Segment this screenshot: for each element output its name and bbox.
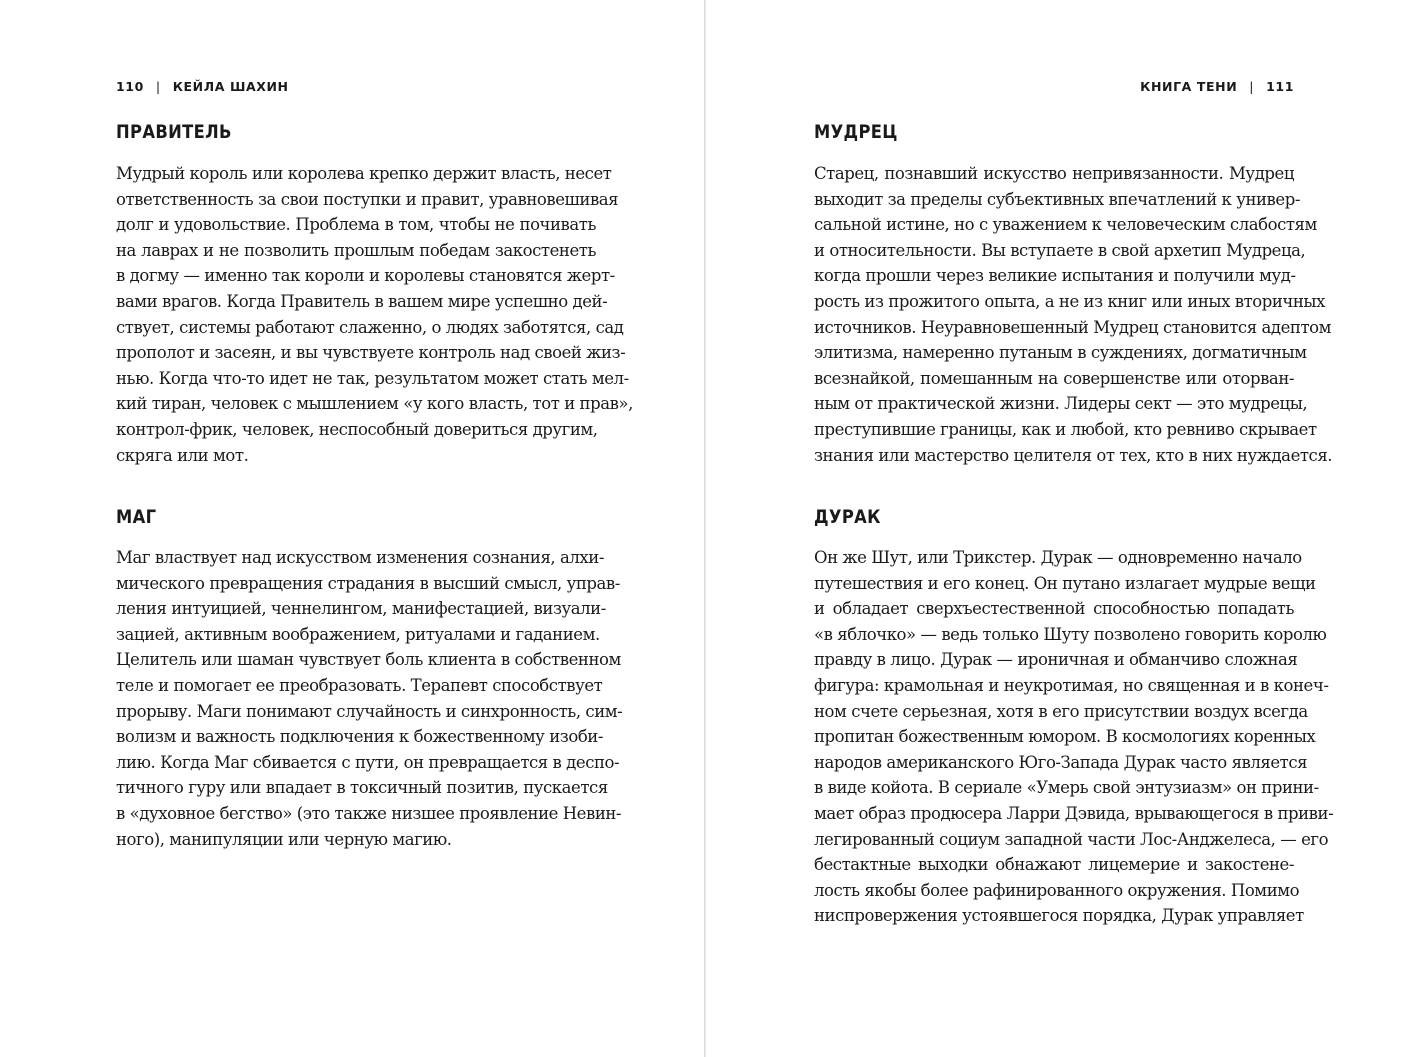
- text-line: лию. Когда Маг сбивается с пути, он превращается в деспо-: [116, 752, 620, 772]
- text-line: легированный социум западной части Лос-Анджелеса, — его: [814, 829, 1329, 849]
- text-line: преступившие границы, как и любой, кто ревниво скрывает: [814, 419, 1317, 439]
- text-line: и относительности. Вы вступаете в свой архетип Мудреца,: [814, 240, 1306, 260]
- text-line: рость из прожитого опыта, а не из книг или иных вторичных: [814, 291, 1325, 311]
- right-running-head: [814, 78, 1294, 96]
- right-page: [814, 0, 1334, 1057]
- text-line: зацией, активным воображением, ритуалами и гаданием.: [116, 624, 600, 644]
- text-line: нью. Когда что-то идет не так, результатом может стать мел-: [116, 368, 629, 388]
- text-line: прополот и засеян, и вы чувствуете контроль над своей жиз-: [116, 343, 626, 363]
- text-line: долг и удовольствие. Проблема в том, чтобы не почивать: [116, 215, 596, 235]
- section-title-sage: МУДРЕЦ: [814, 121, 898, 143]
- text-line: мает образ продюсера Ларри Дэвида, врывающегося в приви-: [814, 803, 1334, 823]
- right-page-number: 111: [1266, 79, 1294, 94]
- right-running-head-separator: |: [1249, 79, 1255, 94]
- section-body-sage: [814, 161, 1333, 468]
- text-line: выходит за пределы субъективных впечатлений к универ-: [814, 189, 1300, 209]
- text-line: правду в лицо. Дурак — ироничная и обманчиво сложная: [814, 650, 1298, 670]
- text-line: вами врагов. Когда Правитель в вашем мире успешно дей-: [116, 291, 608, 311]
- section-title-magician: МАГ: [116, 506, 157, 528]
- text-line: Мудрый король или королева крепко держит власть, несет: [116, 164, 612, 183]
- left-running-head-separator: |: [155, 79, 161, 94]
- text-line: в виде койота. В сериале «Умерь свой энтузиазм» он прини-: [814, 778, 1319, 798]
- text-line: Целитель или шаман чувствует боль клиента в собственном: [116, 650, 621, 670]
- section-title-ruler: ПРАВИТЕЛЬ: [116, 121, 232, 143]
- text-line: прорыву. Маги понимают случайность и синхронность, сим-: [116, 701, 623, 721]
- text-line: лость якобы более рафинированного окружения. Помимо: [814, 880, 1300, 900]
- text-line: ответственность за свои поступки и правит, уравновешивая: [116, 189, 619, 209]
- text-line: тичного гуру или впадает в токсичный позитив, пускается: [116, 778, 608, 798]
- text-line: Он же Шут, или Трикстер. Дурак — одновременно начало: [814, 548, 1302, 567]
- section-title-fool: ДУРАК: [814, 506, 881, 528]
- text-line: теле и помогает ее преобразовать. Терапевт способствует: [116, 675, 603, 695]
- text-line: народов американского Юго-Запада Дурак часто является: [814, 752, 1308, 772]
- text-line: ного), манипуляции или черную магию.: [116, 829, 452, 849]
- text-line: ствует, системы работают слаженно, о людях заботятся, сад: [116, 317, 624, 337]
- text-line: сальной истине, но с уважением к человеческим слабостям: [814, 215, 1317, 235]
- left-page: [116, 0, 633, 1057]
- text-line: на лаврах и не позволить прошлым победам закостенеть: [116, 240, 596, 260]
- text-line: элитизма, намеренно путаным в суждениях, догматичным: [814, 343, 1307, 363]
- book-gutter: [704, 0, 706, 1057]
- text-line: в «духовное бегство» (это также низшее проявление Невин-: [116, 803, 622, 823]
- text-line: Маг властвует над искусством изменения сознания, алхи-: [116, 548, 604, 567]
- text-line: знания или мастерство целителя от тех, кто в них нуждается.: [814, 445, 1333, 465]
- book-title: КНИГА ТЕНИ: [1140, 79, 1238, 94]
- text-line: и обладает сверхъестественной способностью попадать: [814, 599, 1294, 619]
- text-line: ниспровержения устоявшегося порядка, Дурак управляет: [814, 906, 1304, 926]
- text-line: мического превращения страдания в высший смысл, управ-: [116, 573, 620, 593]
- text-line: всезнайкой, помешанным на совершенстве или оторван-: [814, 368, 1294, 388]
- text-line: бестактные выходки обнажают лицемерие и закостене-: [814, 855, 1294, 875]
- text-line: «в яблочко» — ведь только Шуту позволено говорить королю: [814, 624, 1327, 644]
- text-line: ления интуицией, ченнелингом, манифестацией, визуали-: [116, 599, 606, 619]
- text-line: источников. Неуравновешенный Мудрец становится адептом: [814, 317, 1331, 337]
- text-line: в догму — именно так короли и королевы становятся жерт-: [116, 266, 615, 286]
- section-body-fool: [814, 545, 1334, 929]
- text-line: ном счете серьезная, хотя в его присутствии воздух всегда: [814, 701, 1308, 721]
- section-body-magician: [116, 545, 623, 852]
- text-line: контрол-фрик, человек, неспособный довериться другим,: [116, 419, 598, 439]
- text-line: когда прошли через великие испытания и получили муд-: [814, 266, 1296, 286]
- text-line: пропитан божественным юмором. В космологиях коренных: [814, 727, 1316, 747]
- text-line: ным от практической жизни. Лидеры сект — это мудрецы,: [814, 394, 1308, 414]
- text-line: скряга или мот.: [116, 445, 249, 465]
- text-line: путешествия и его конец. Он путано излагает мудрые вещи: [814, 573, 1316, 593]
- text-line: кий тиран, человек с мышлением «у кого власть, тот и прав»,: [116, 394, 633, 414]
- left-running-head: [116, 78, 596, 96]
- section-body-ruler: [116, 161, 633, 468]
- text-line: Старец, познавший искусство непривязанности. Мудрец: [814, 164, 1294, 183]
- text-line: волизм и важность подключения к божественному изоби-: [116, 727, 603, 747]
- author-name: КЕЙЛА ШАХИН: [172, 79, 289, 94]
- text-line: фигура: крамольная и неукротимая, но священная и в конеч-: [814, 675, 1329, 695]
- left-page-number: 110: [116, 79, 144, 94]
